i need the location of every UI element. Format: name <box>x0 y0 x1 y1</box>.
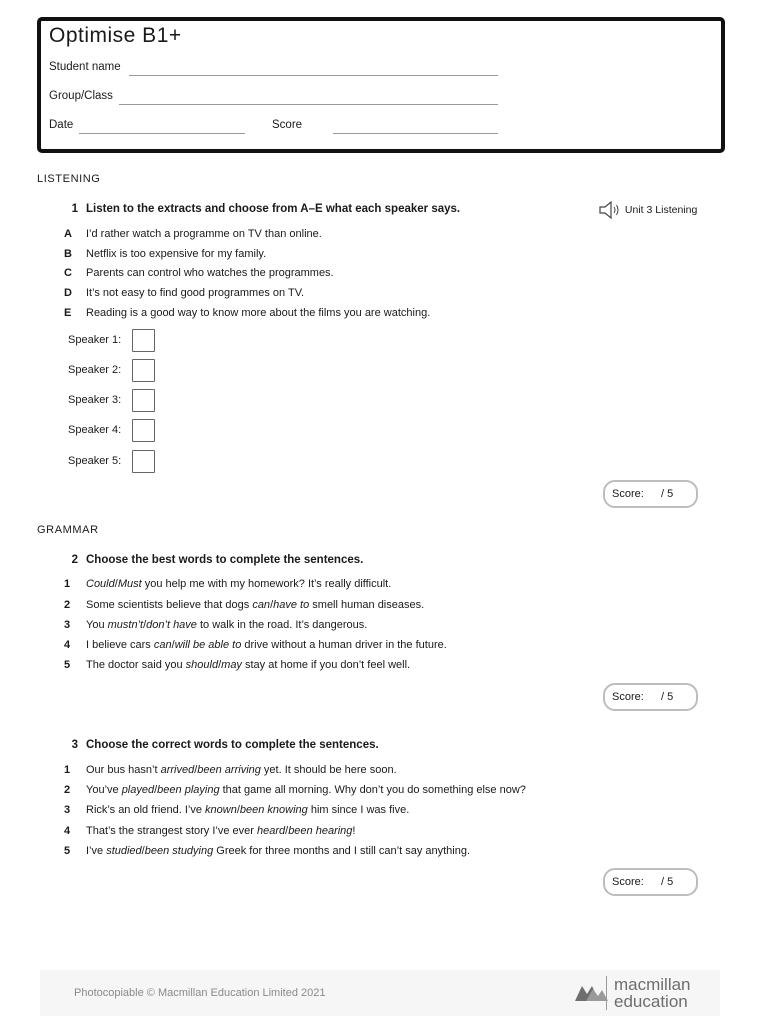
q3-item-3: 3 Rick’s an old friend. I’ve known/been knowing him since I was five. <box>64 804 410 816</box>
student-name-line[interactable] <box>129 75 498 76</box>
score-line[interactable] <box>333 133 498 134</box>
q3-score-box[interactable] <box>603 868 698 896</box>
speaker-2-answer-box[interactable] <box>132 359 155 382</box>
q3-instruction: Choose the correct words to complete the sentences. <box>86 739 379 751</box>
speaker-1-label: Speaker 1: <box>68 334 122 346</box>
listening-section-title: LISTENING <box>37 173 101 185</box>
speaker-3-label: Speaker 3: <box>68 394 122 406</box>
q2-item-4: 4 I believe cars can/will be able to drive without a human driver in the future. <box>64 639 447 651</box>
speaker-3-answer-box[interactable] <box>132 389 155 412</box>
score-max: / 5 <box>661 691 674 703</box>
header-box <box>37 17 725 153</box>
q3-item-5: 5 I’ve studied/been studying Greek for three months and I still can’t say anything. <box>64 845 471 857</box>
option-c: C Parents can control who watches the programmes. <box>64 267 334 279</box>
logo-text: macmillan education <box>614 975 691 1011</box>
q2-number: 2 <box>71 554 78 566</box>
q1-instruction: Listen to the extracts and choose from A–E what each speaker says. <box>86 203 461 215</box>
q1-heading <box>60 203 460 215</box>
q3-item-4: 4 That’s the strangest story I’ve ever heard/been hearing! <box>64 825 356 837</box>
speaker-icon <box>598 200 622 220</box>
speaker-5-label: Speaker 5: <box>68 455 122 467</box>
audio-link[interactable] <box>598 200 697 220</box>
option-b: B Netflix is too expensive for my family. <box>64 248 267 260</box>
copyright-text: Photocopiable © Macmillan Education Limited 2021 <box>74 987 326 999</box>
q3-number: 3 <box>71 739 78 751</box>
student-name-label: Student name <box>49 61 121 73</box>
q2-item-5: 5 The doctor said you should/may stay at home if you don’t feel well. <box>64 659 411 671</box>
audio-label: Unit 3 Listening <box>624 203 698 216</box>
speaker-1-answer-box[interactable] <box>132 329 155 352</box>
footer <box>40 970 720 1016</box>
score-field-label: Score <box>272 119 303 131</box>
speaker-4-answer-box[interactable] <box>132 419 155 442</box>
score-label: Score: <box>612 876 644 888</box>
q3-item-2: 2 You’ve played/been playing that game all morning. Why don’t you do something else now? <box>64 784 526 796</box>
speaker-2-label: Speaker 2: <box>68 364 122 376</box>
q2-item-2: 2 Some scientists believe that dogs can/have to smell human diseases. <box>64 599 425 611</box>
score-max: / 5 <box>661 488 674 500</box>
q2-item-3: 3 You mustn’t/don’t have to walk in the road. It’s dangerous. <box>64 619 368 631</box>
date-label: Date <box>49 119 74 131</box>
q1-score-box[interactable] <box>603 480 698 508</box>
q3-heading <box>60 739 379 751</box>
q2-heading <box>60 554 363 566</box>
q2-item-1: 1 Could/Must you help me with my homework? It’s really difficult. <box>64 578 392 590</box>
group-class-label: Group/Class <box>49 90 113 102</box>
option-a: A I’d rather watch a programme on TV than online. <box>64 228 322 240</box>
score-max: / 5 <box>661 876 674 888</box>
grammar-section-title: GRAMMAR <box>37 524 99 536</box>
q2-score-box[interactable] <box>603 683 698 711</box>
date-line[interactable] <box>79 133 245 134</box>
score-label: Score: <box>612 488 644 500</box>
score-label: Score: <box>612 691 644 703</box>
macmillan-logo-icon <box>574 981 610 1005</box>
option-d: D It’s not easy to find good programmes on TV. <box>64 287 305 299</box>
q2-instruction: Choose the best words to complete the sentences. <box>86 554 364 566</box>
q3-item-1: 1 Our bus hasn’t arrived/been arriving yet. It should be here soon. <box>64 764 397 776</box>
q1-number: 1 <box>71 203 78 215</box>
worksheet-title: Optimise B1+ <box>49 24 182 47</box>
group-class-line[interactable] <box>119 104 498 105</box>
macmillan-logo <box>572 974 722 1012</box>
speaker-5-answer-box[interactable] <box>132 450 155 473</box>
speaker-4-label: Speaker 4: <box>68 424 122 436</box>
logo-divider <box>606 976 607 1010</box>
option-e: E Reading is a good way to know more about the films you are watching. <box>64 307 431 319</box>
